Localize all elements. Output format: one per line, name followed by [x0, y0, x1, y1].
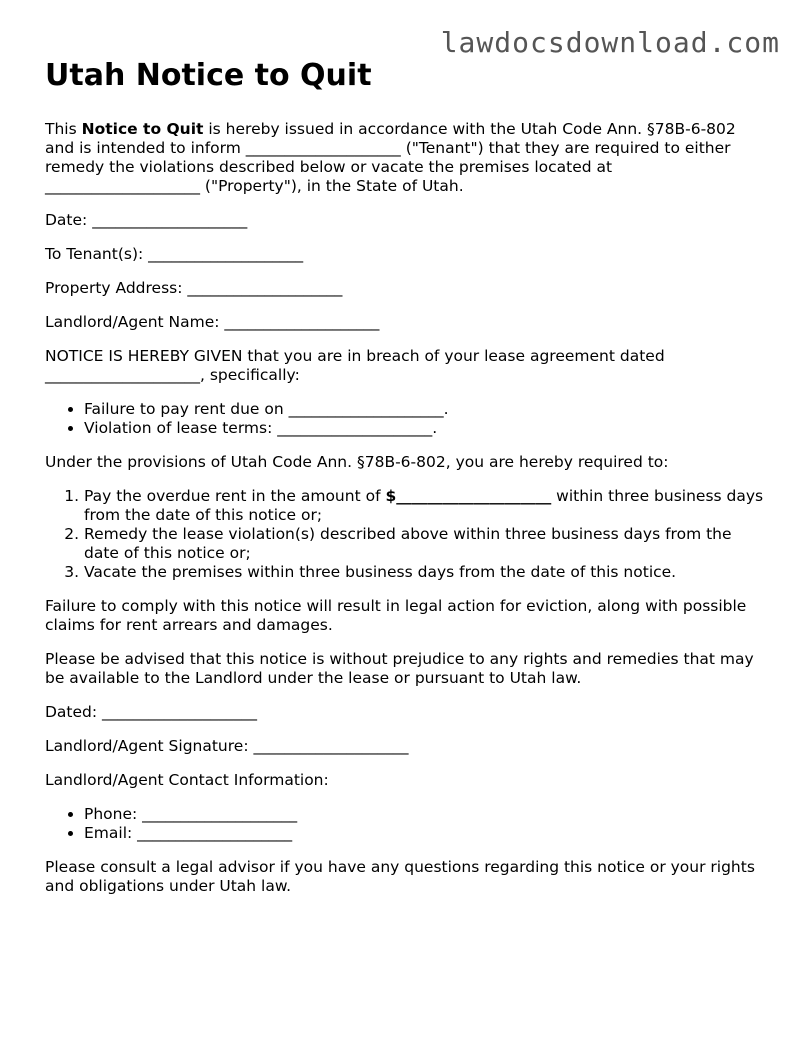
list-item: • Failure to pay rent due on ____________________. [84, 400, 765, 419]
requirement-1-text: Pay the overdue rent in the amount of [84, 487, 386, 505]
requirement-1-rest: within three business days from the date of this notice or; [84, 487, 764, 524]
document-body [45, 56, 765, 911]
landlord-name-field: Landlord/Agent Name: ____________________ [45, 313, 380, 331]
date-field: Date: ____________________ [45, 211, 248, 229]
intro-paragraph [45, 120, 765, 196]
document-title: Utah Notice to Quit [45, 58, 372, 93]
closing-paragraph: Please consult a legal advisor if you have any questions regarding this notice or your rights and obligations under Utah law. [45, 858, 755, 895]
provisions-intro: Under the provisions of Utah Code Ann. §78B-6-802, you are hereby required to: [45, 453, 669, 471]
intro-bold-term: Notice to Quit [81, 120, 204, 138]
breach-list [45, 400, 765, 438]
tenants-field: To Tenant(s): ____________________ [45, 245, 304, 263]
list-item: 3. Vacate the premises within three business days from the date of this notice. [84, 563, 765, 582]
intro-text-start: This [45, 120, 82, 138]
notice-given-paragraph: NOTICE IS HEREBY GIVEN that you are in breach of your lease agreement dated ____________________, specifically: [45, 347, 665, 384]
site-watermark: lawdocsdownload.com [440, 26, 780, 59]
list-item: 2. Remedy the lease violation(s) described above within three business days from the date of this notice or; [84, 525, 765, 563]
list-item: • Email: ____________________ [84, 824, 765, 843]
contact-heading: Landlord/Agent Contact Information: [45, 771, 329, 789]
requirements-list [45, 487, 765, 582]
list-item: • Phone: ____________________ [84, 805, 765, 824]
list-item [84, 487, 765, 525]
property-address-field: Property Address: ____________________ [45, 279, 343, 297]
dated-field: Dated: ____________________ [45, 703, 258, 721]
rent-amount-blank: $____________________ [385, 487, 552, 505]
intro-text-rest: is hereby issued in accordance with the Utah Code Ann. §78B-6-802 and is intended to inform ____________________ ("Tenant") that they are required to either remedy the violations described below or vacate the premises located at ____________________ ("Property"), in the State of Utah. [45, 120, 736, 195]
failure-paragraph: Failure to comply with this notice will result in legal action for eviction, along with possible claims for rent arrears and damages. [45, 597, 747, 634]
list-item: • Violation of lease terms: ____________________. [84, 419, 765, 438]
signature-field: Landlord/Agent Signature: ____________________ [45, 737, 409, 755]
advised-paragraph: Please be advised that this notice is without prejudice to any rights and remedies that may be available to the Landlord under the lease or pursuant to Utah law. [45, 650, 754, 687]
contact-list [45, 805, 765, 843]
